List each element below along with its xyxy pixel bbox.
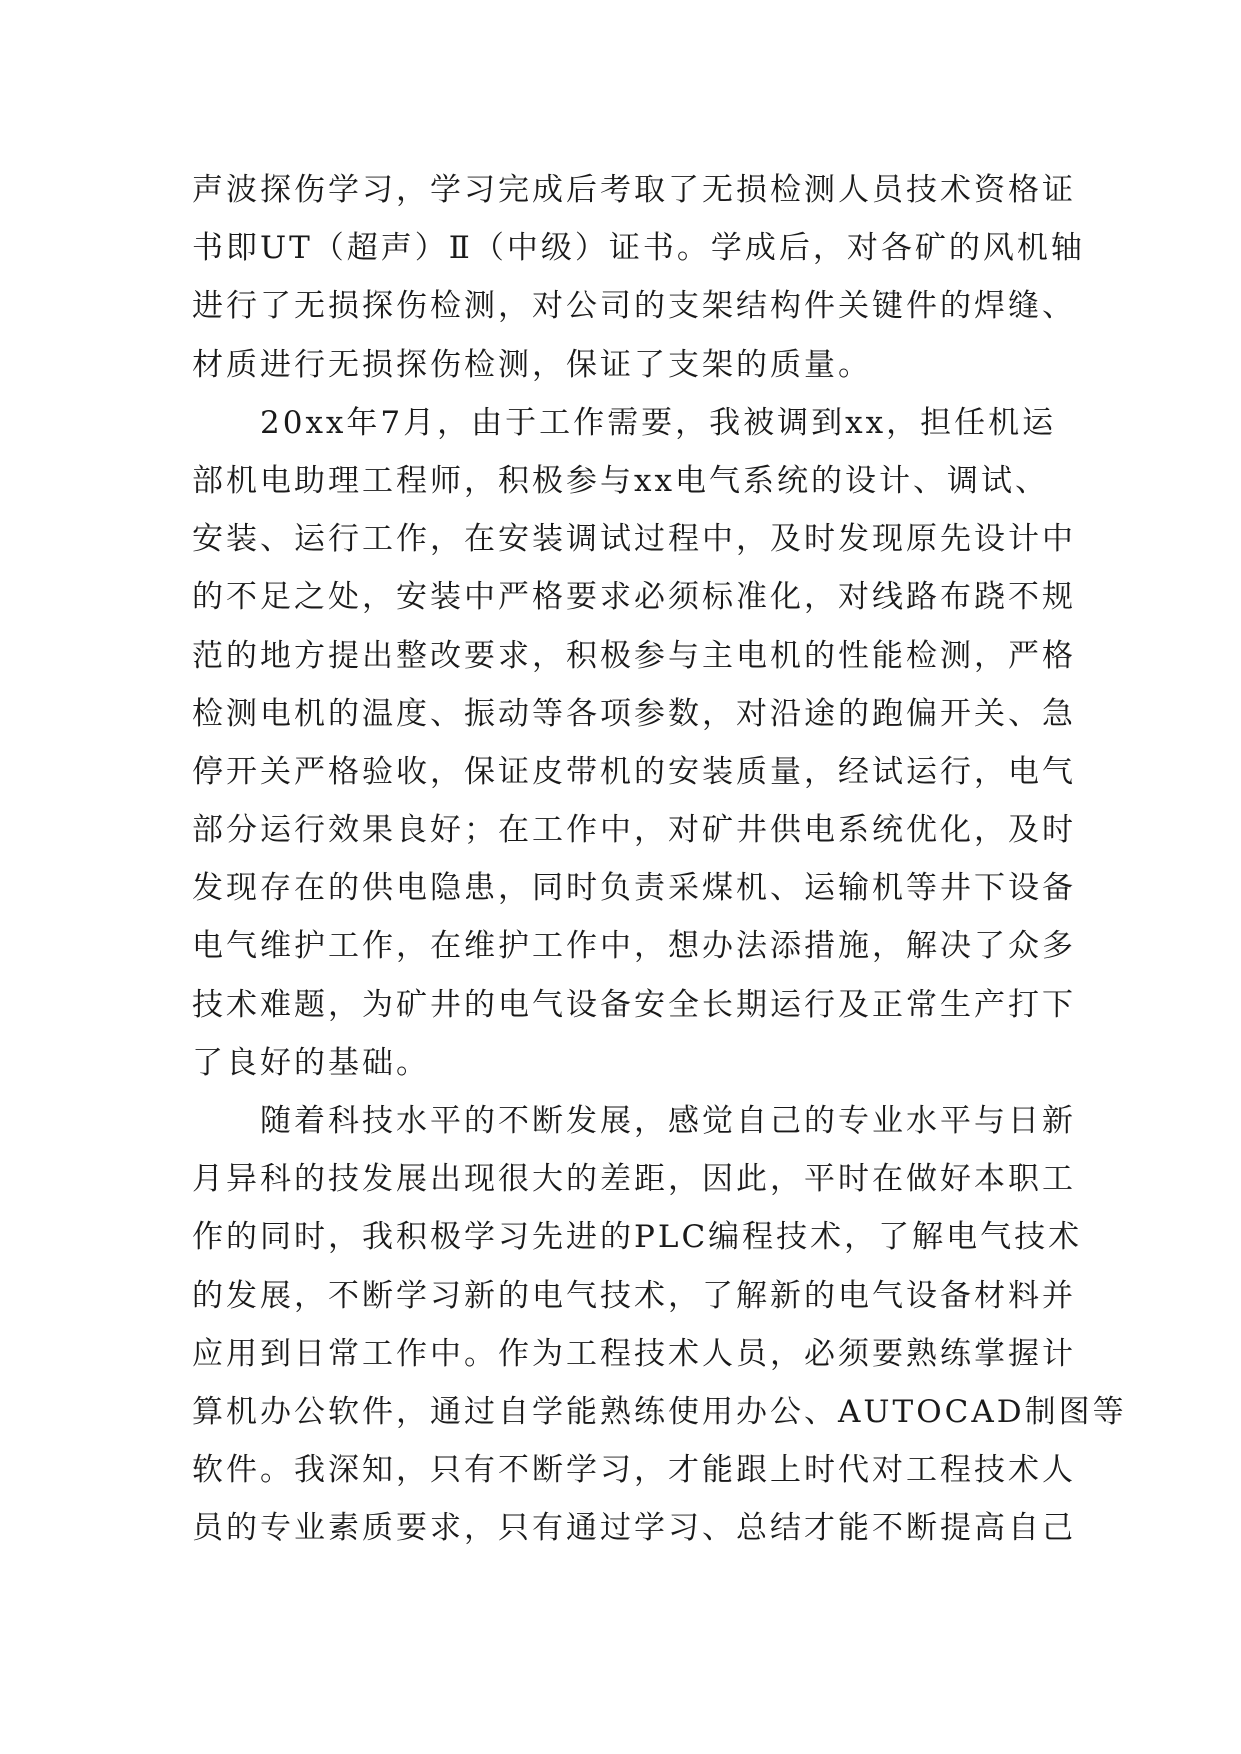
text-line: 部机电助理工程师，积极参与xx电气系统的设计、调试、: [192, 462, 1049, 499]
text-line: 安装、运行工作，在安装调试过程中，及时发现原先设计中: [192, 521, 1076, 558]
text-line: 发现存在的供电隐患，同时负责采煤机、运输机等井下设备: [192, 870, 1076, 907]
text-line: 员的专业素质要求，只有通过学习、总结才能不断提高自己: [192, 1510, 1076, 1547]
text-line: 作的同时，我积极学习先进的PLC编程技术，了解电气技术: [192, 1219, 1083, 1256]
text-line: 部分运行效果良好；在工作中，对矿井供电系统优化，及时: [192, 812, 1076, 849]
text-line: 范的地方提出整改要求，积极参与主电机的性能检测，严格: [192, 637, 1076, 674]
text-line: 20xx年7月，由于工作需要，我被调到xx，担任机运: [192, 404, 1057, 441]
text-line: 的发展，不断学习新的电气技术，了解新的电气设备材料并: [192, 1277, 1076, 1314]
text-line: 声波探伤学习，学习完成后考取了无损检测人员技术资格证: [192, 172, 1076, 208]
text-line: 停开关严格验收，保证皮带机的安装质量，经试运行，电气: [192, 753, 1076, 790]
text-line: 算机办公软件，通过自学能熟练使用办公、AUTOCAD制图等: [192, 1393, 1127, 1430]
text-line: 随着科技水平的不断发展，感觉自己的专业水平与日新: [192, 1103, 1076, 1139]
text-line: 电气维护工作，在维护工作中，想办法添措施，解决了众多: [192, 928, 1076, 965]
text-line: 了良好的基础。: [192, 1044, 430, 1081]
body-text: [192, 161, 1127, 1558]
text-line: 软件。我深知，只有不断学习，才能跟上时代对工程技术人: [192, 1452, 1076, 1489]
text-line: 检测电机的温度、振动等各项参数，对沿途的跑偏开关、急: [192, 695, 1076, 732]
text-line: 的不足之处，安装中严格要求必须标准化，对线路布跷不规: [192, 579, 1076, 616]
text-line: 进行了无损探伤检测，对公司的支架结构件关键件的焊缝、: [192, 288, 1076, 325]
text-line: 应用到日常工作中。作为工程技术人员，必须要熟练掌握计: [192, 1335, 1076, 1372]
text-line: 材质进行无损探伤检测，保证了支架的质量。: [192, 346, 872, 383]
text-line: 技术难题，为矿井的电气设备安全长期运行及正常生产打下: [192, 986, 1076, 1023]
text-line: 月异科的技发展出现很大的差距，因此，平时在做好本职工: [192, 1161, 1076, 1198]
text-line: 书即UT（超声）Ⅱ（中级）证书。学成后，对各矿的风机轴: [192, 230, 1085, 267]
